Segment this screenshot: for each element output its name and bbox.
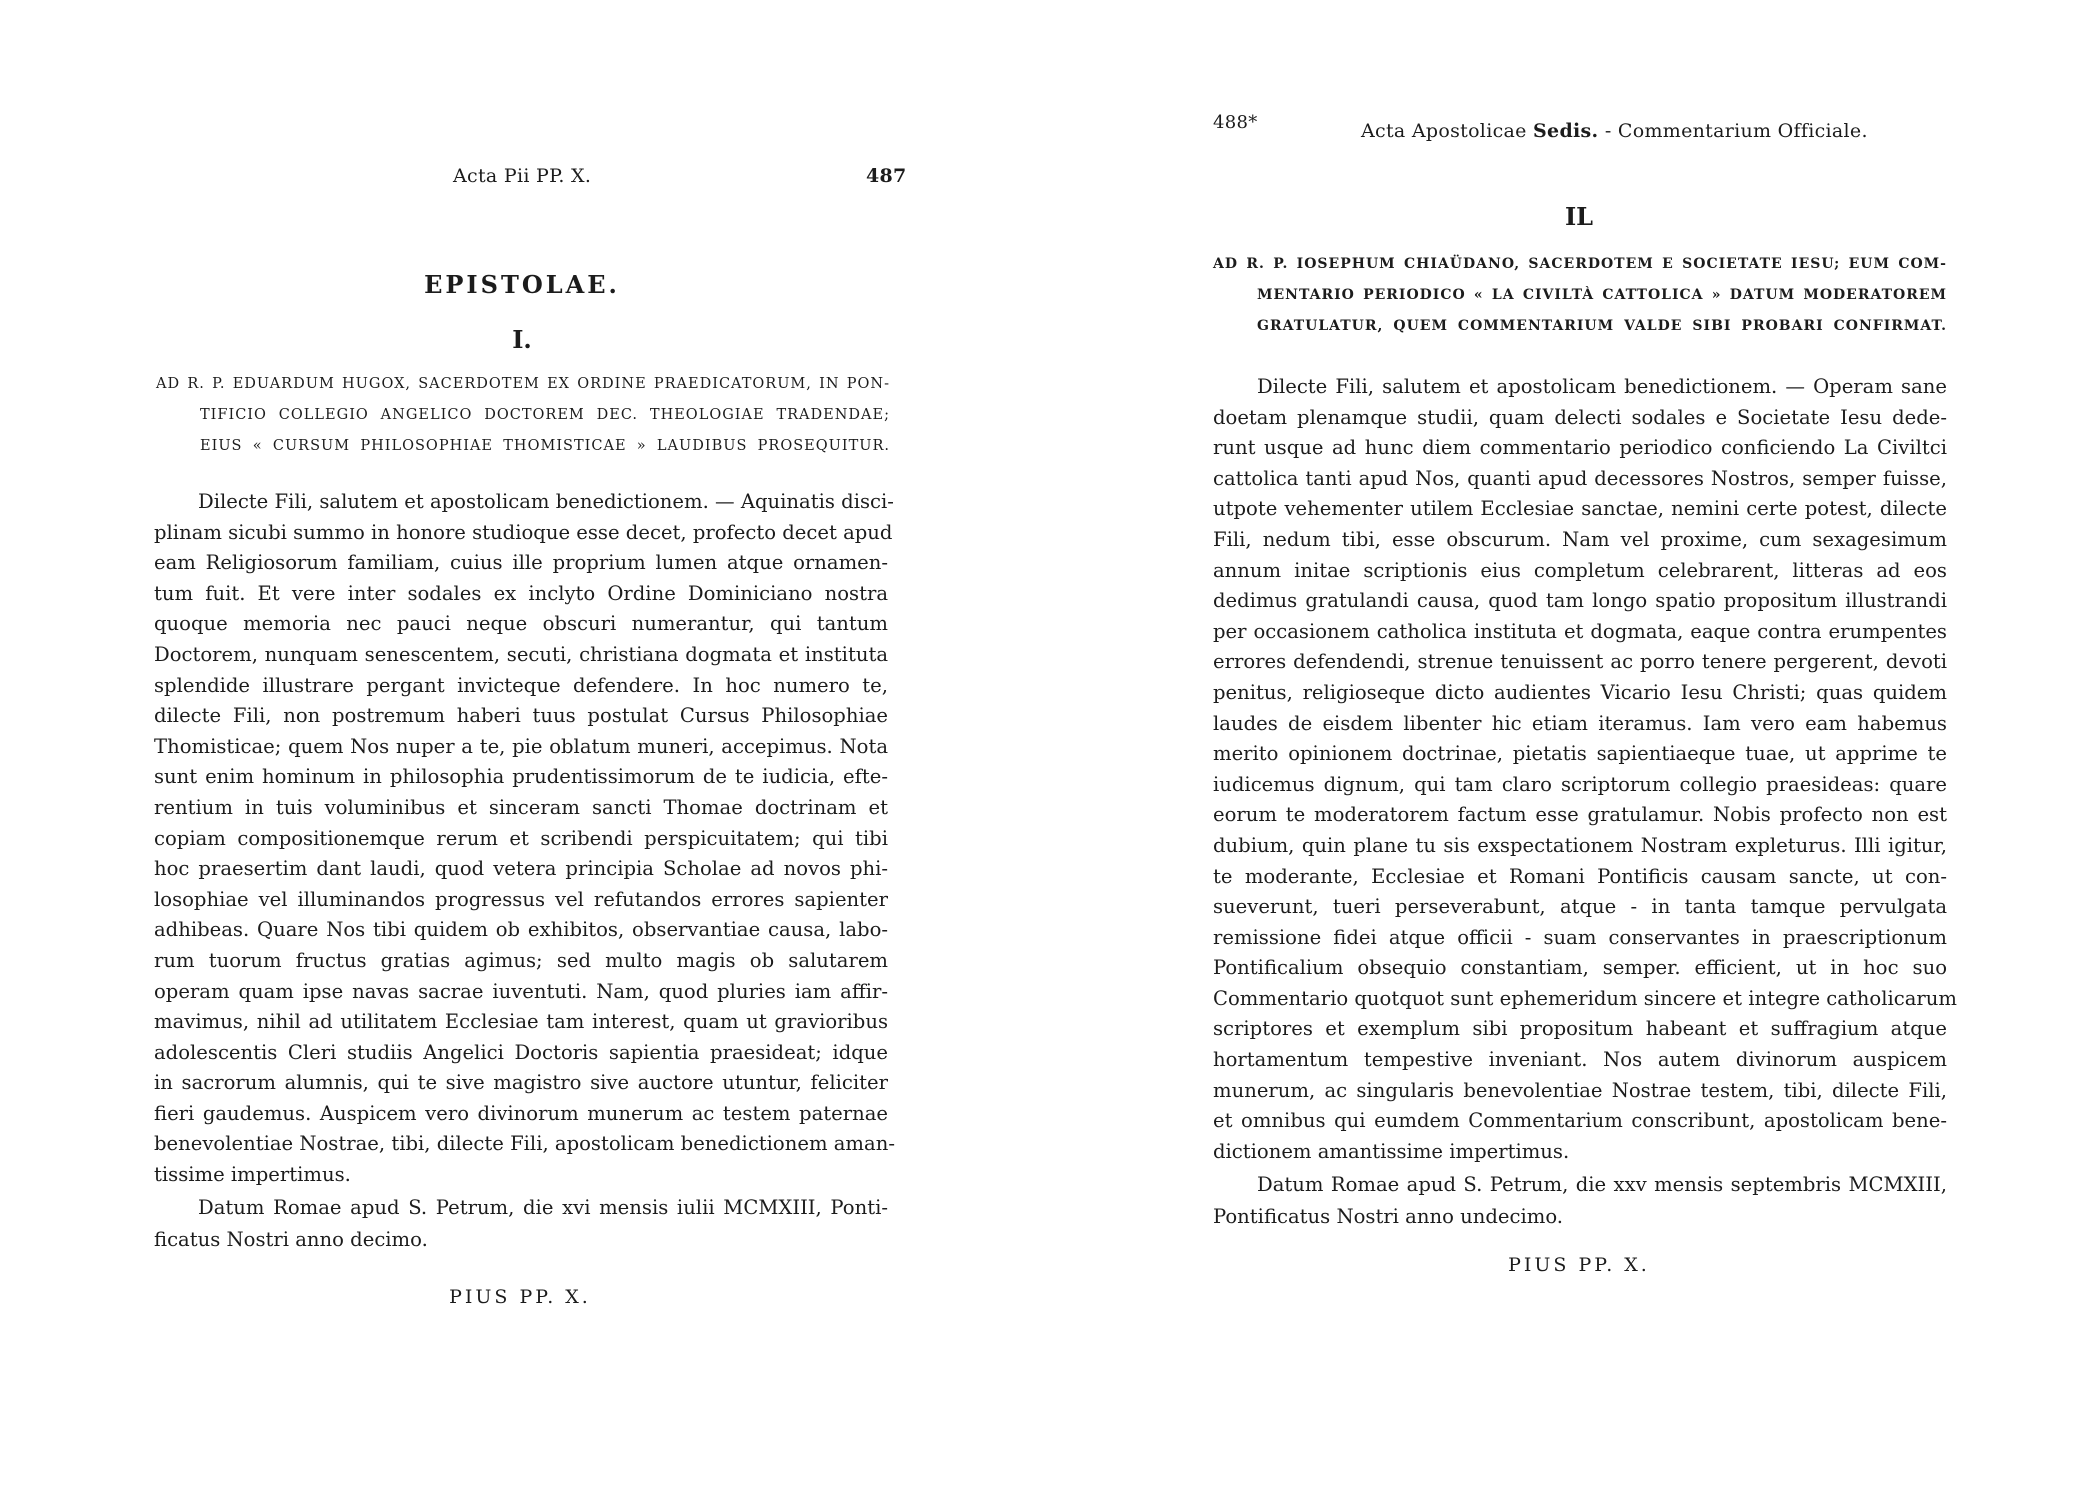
body-line: dilecte Fili, non postremum haberi tuus postulat Cursus Philosophiae (154, 704, 888, 728)
section-title: EPISTOLAE. (424, 270, 620, 299)
body-line: Doctorem, nunquam senescentem, secuti, christiana dogmata et instituta (154, 642, 888, 666)
body-line: rum tuorum fructus gratias agimus; sed multo magis ob salutarem (154, 948, 888, 972)
dating-line: Datum Romae apud S. Petrum, die xvi mensis iulii MCMXIII, Ponti- (198, 1196, 888, 1219)
letter-body (1213, 372, 1957, 1167)
body-line: hoc praesertim dant laudi, quod vetera principia Scholae ad novos phi- (154, 857, 888, 881)
body-line: Commentario quotquot sunt ephemeridum sincere et integre catholicarum (1213, 986, 1957, 1010)
body-line: Thomisticae; quem Nos nuper a te, pie oblatum muneri, accepimus. Nota (154, 734, 888, 758)
dating-line: ficatus Nostri anno decimo. (154, 1228, 428, 1251)
page-number: 488* (1213, 112, 1258, 133)
body-line: errores defendendi, strenue tenuissent ac porro tenere pergerent, devoti (1213, 650, 1947, 674)
body-line: doetam plenamque studii, quam delecti sodales e Societate Iesu dede- (1213, 405, 1947, 429)
body-line: eorum te moderatorem factum esse gratulamur. Nobis profecto non est (1213, 803, 1947, 827)
caption-line: AD R. P. IOSEPHUM CHIAÜDANO, SACERDOTEM E SOCIETATE IESU; EUM COM- (1213, 256, 1947, 272)
letter-dating (154, 1192, 888, 1256)
body-line: plinam sicubi summo in honore studioque esse decet, profecto decet apud (154, 520, 893, 544)
body-line: benevolentiae Nostrae, tibi, dilecte Fili, apostolicam benedictionem aman- (154, 1132, 895, 1156)
body-line: sueverunt, tueri perseverabunt, atque - in tanta tamque pervulgata (1213, 895, 1947, 919)
body-line: laudes de eisdem libenter hic etiam iteramus. Iam vero eam habemus (1213, 711, 1947, 735)
body-line: adolescentis Cleri studiis Angelici Doctoris sapientia praesideat; idque (154, 1040, 888, 1064)
signature: PIUS PP. X. (449, 1286, 591, 1308)
caption-line: EIUS « CURSUM PHILOSOPHIAE THOMISTICAE » LAUDIBUS PROSEQUITUR. (200, 438, 890, 454)
page-number: 487 (866, 165, 907, 187)
body-line: utpote vehementer utilem Ecclesiae sanctae, nemini certe potest, dilecte (1213, 497, 1947, 521)
body-line: tum fuit. Et vere inter sodales ex inclyto Ordine Dominiciano nostra (154, 581, 888, 605)
letter-body (154, 487, 895, 1191)
body-line: losophiae vel illuminandos progressus vel refutandos errores sapienter (154, 887, 888, 911)
body-line: munerum, ac singularis benevolentiae Nostrae testem, tibi, dilecte Fili, (1213, 1078, 1947, 1102)
caption-line: TIFICIO COLLEGIO ANGELICO DOCTOREM DEC. THEOLOGIAE TRADENDAE; (200, 407, 890, 423)
body-line: penitus, religioseque dicto audientes Vicario Iesu Christi; quas quidem (1213, 680, 1947, 704)
body-line: in sacrorum alumnis, qui te sive magistro sive auctore utuntur, feliciter (154, 1071, 888, 1095)
body-line: runt usque ad hunc diem commentario periodico conficiendo La Civiltci (1213, 436, 1947, 460)
body-line: hortamentum tempestive inveniant. Nos autem divinorum auspicem (1213, 1048, 1947, 1072)
caption-line: GRATULATUR, QUEM COMMENTARIUM VALDE SIBI PROBARI CONFIRMAT. (1257, 318, 1947, 334)
body-line: remissione fidei atque officii - suam conservantes in praescriptionum (1213, 925, 1947, 949)
body-line: rentium in tuis voluminibus et sinceram sancti Thomae doctrinam et (154, 795, 888, 819)
body-line: mavimus, nihil ad utilitatem Ecclesiae tam interest, quam ut gravioribus (154, 1010, 888, 1034)
body-line: Fili, nedum tibi, esse obscurum. Nam vel proxime, cum sexagesimum (1213, 527, 1947, 551)
body-line: splendide illustrare pergant invicteque defendere. In hoc numero te, (154, 673, 888, 697)
body-line: quoque memoria nec pauci neque obscuri numerantur, qui tantum (154, 612, 888, 636)
running-head-suffix: - Commentarium Officiale. (1604, 120, 1868, 142)
caption-line: AD R. P. EDUARDUM HUGOX, SACERDOTEM EX ORDINE PRAEDICATORUM, IN PON- (156, 376, 890, 392)
body-line: te moderante, Ecclesiae et Romani Pontificis causam sancte, ut con- (1213, 864, 1947, 888)
letter-number: I. (512, 325, 532, 354)
body-line: eam Religiosorum familiam, cuius ille proprium lumen atque ornamen- (154, 551, 888, 575)
body-line: per occasionem catholica instituta et dogmata, eaque contra erumpentes (1213, 619, 1947, 643)
caption-line: MENTARIO PERIODICO « LA CIVILTÀ CATTOLICA » DATUM MODERATOREM (1257, 287, 1947, 303)
body-line: iudicemus dignum, qui tam claro scriptorum collegio praesideas: quare (1213, 772, 1947, 796)
running-head (1361, 120, 1868, 142)
letter-caption (156, 369, 890, 462)
body-line: et omnibus qui eumdem Commentarium conscribunt, apostolicam bene- (1213, 1109, 1947, 1133)
running-head-bold: Sedis. (1533, 120, 1599, 142)
body-line: cattolica tanti apud Nos, quanti apud decessores Nostros, semper fuisse, (1213, 466, 1947, 490)
body-line: Pontificalium obsequio constantiam, semper. efficient, ut in hoc suo (1213, 956, 1947, 980)
body-line: annum initae scriptionis eius completum celebrarent, litteras ad eos (1213, 558, 1947, 582)
dating-line: Pontificatus Nostri anno undecimo. (1213, 1205, 1563, 1228)
body-line: scriptores et exemplum sibi propositum habeant et suffragium atque (1213, 1017, 1947, 1041)
letter-number: IL (1564, 202, 1594, 231)
signature: PIUS PP. X. (1508, 1254, 1650, 1276)
body-line: dedimus gratulandi causa, quod tam longo spatio propositum illustrandi (1213, 589, 1947, 613)
body-line: tissime impertimus. (154, 1163, 351, 1187)
letter-caption (1213, 249, 1947, 342)
right-page (1039, 0, 2078, 1500)
body-line: Dilecte Fili, salutem et apostolicam benedictionem. — Operam sane (1257, 375, 1947, 398)
body-line: Dilecte Fili, salutem et apostolicam benedictionem. — Aquinatis disci- (198, 490, 894, 513)
body-line: dubium, quin plane tu sis exspectationem Nostram expleturus. Illi igitur, (1213, 833, 1947, 857)
letter-dating (1213, 1169, 1947, 1233)
running-head-prefix: Acta Apostolicae (1361, 120, 1527, 142)
body-line: dictionem amantissime impertimus. (1213, 1139, 1570, 1163)
body-line: copiam compositionemque rerum et scribendi perspicuitatem; qui tibi (154, 826, 888, 850)
body-line: adhibeas. Quare Nos tibi quidem ob exhibitos, observantiae causa, labo- (154, 918, 888, 942)
dating-line: Datum Romae apud S. Petrum, die xxv mensis septembris MCMXIII, (1257, 1173, 1947, 1196)
body-line: operam quam ipse navas sacrae iuventuti. Nam, quod pluries iam affir- (154, 979, 888, 1003)
body-line: merito opinionem doctrinae, pietatis sapientiaeque tuae, ut apprime te (1213, 742, 1947, 766)
running-head: Acta Pii PP. X. (453, 165, 592, 187)
body-line: sunt enim hominum in philosophia prudentissimorum de te iudicia, efte- (154, 765, 888, 789)
body-line: fieri gaudemus. Auspicem vero divinorum munerum ac testem paternae (154, 1101, 888, 1125)
